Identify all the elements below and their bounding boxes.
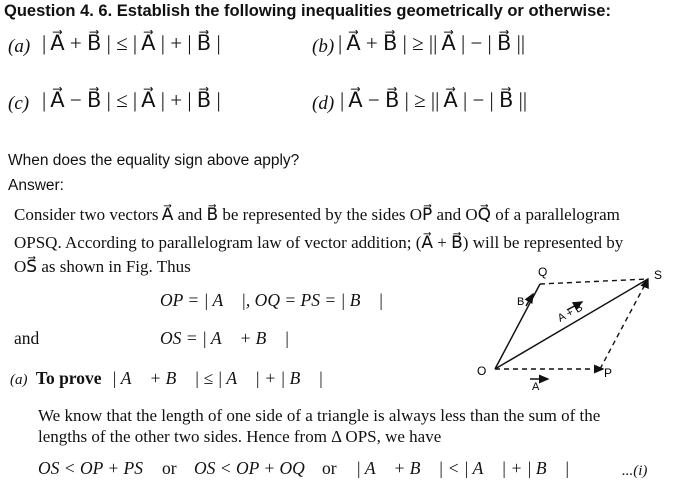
vertex-o-label: O <box>477 364 487 378</box>
part-a-expression: | A⃗ + B⃗ | ≤ | A⃗ | + | B⃗ | <box>111 368 324 388</box>
part-a-heading <box>10 368 323 389</box>
inequality-os-op-ps: OS < OP + PS <box>38 458 143 478</box>
sub-question: When does the equality sign above apply? <box>8 152 300 169</box>
vector-a-label: A <box>532 381 540 392</box>
inequality-a-label: (a) <box>8 36 31 57</box>
question-title: Question 4. 6. Establish the following inequalities geometrically or otherwise: <box>4 2 611 20</box>
part-a-body-line-2: lengths of the other two sides. Hence from Δ OPS, we have <box>38 427 442 446</box>
answer-label: Answer: <box>8 177 64 194</box>
part-a-title: To prove <box>35 368 102 388</box>
part-a-label: (a) <box>10 372 28 388</box>
vector-sum-label: A + B <box>555 301 585 325</box>
and-label: and <box>14 328 40 348</box>
inequality-c: | A⃗ − B⃗ | ≤ | A⃗ | + | B⃗ | <box>42 88 221 112</box>
equation-number: ...(i) <box>622 463 648 479</box>
vertex-q-label: Q <box>538 265 548 279</box>
inequality-vector-sum: | A⃗ + B⃗ | < | A⃗ | + | B⃗ | <box>356 458 570 478</box>
vector-b-label: B <box>517 296 525 308</box>
inequality-b-label: (b) <box>312 36 335 57</box>
or-word-1: or <box>162 458 177 478</box>
inequality-c-label: (c) <box>8 93 30 114</box>
parallelogram-figure <box>470 262 680 392</box>
vertex-p-label: P <box>604 366 613 380</box>
equation-os: OS = | A⃗ + B⃗ | <box>160 328 290 348</box>
part-a-body-line-1: We know that the length of one side of a triangle is always less than the sum of the <box>38 406 601 425</box>
inequality-d-label: (d) <box>312 93 335 114</box>
vertex-s-label: S <box>654 268 663 282</box>
inequality-a: | A⃗ + B⃗ | ≤ | A⃗ | + | B⃗ | <box>42 31 221 55</box>
side-qs <box>540 279 648 284</box>
inequality-d: | A⃗ − B⃗ | ≥ || A⃗ | − | B⃗ || <box>340 88 528 112</box>
equation-op-oq: OP = | A⃗ |, OQ = PS = | B⃗ | <box>160 290 384 310</box>
paragraph-line-2: OPSQ. According to parallelogram law of vector addition; (A⃗ + B⃗) will be represented by <box>14 233 624 252</box>
diagonal-os <box>495 279 648 369</box>
paragraph-line-3: OS⃗ as shown in Fig. Thus <box>14 257 191 276</box>
inequality-b: | A⃗ + B⃗ | ≥ || A⃗ | − | B⃗ || <box>338 31 526 55</box>
inequality-os-op-oq: OS < OP + OQ <box>194 458 305 478</box>
or-word-2: or <box>322 458 337 478</box>
paragraph-line-1: Consider two vectors A⃗ and B⃗ be represented by the sides OP⃗ and OQ⃗ of a parallelogram <box>14 205 620 224</box>
